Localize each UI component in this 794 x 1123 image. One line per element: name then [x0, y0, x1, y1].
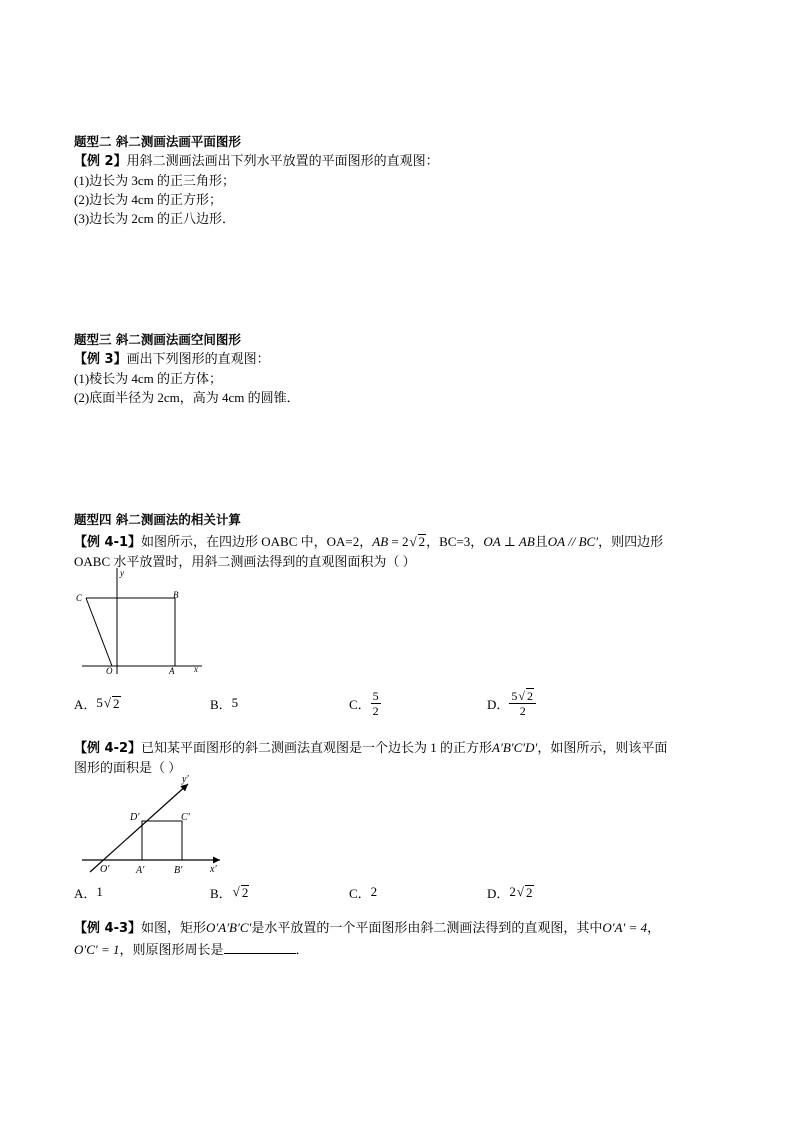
sqrt-sign: √ — [516, 884, 525, 899]
example-4-1-line1: 【例 4-1】如图所示，在四边形 OABC 中，OA=2，AB = 2√ 2，BC=3，OA ⊥ AB且OA // BC′，则四边形 — [74, 534, 664, 550]
list-item: (3)边长为 2cm 的正八边形． — [74, 211, 236, 226]
option-a[interactable]: A． 1 — [74, 884, 103, 901]
options-4-2 — [74, 880, 734, 904]
example-4-1-line2: OABC 水平放置时，用斜二测画法得到的直观图面积为（ ） — [74, 554, 416, 569]
option-b[interactable]: B． 5 — [210, 695, 239, 712]
example-4-2-line1: 【例 4-2】已知某平面图形的斜二测画法直观图是一个边长为 1 的正方形A′B′C′D′，如图所示，则该平面 — [74, 740, 668, 756]
example-3-question: 【例 3】画出下列图形的直观图： — [74, 351, 270, 367]
option-a[interactable]: A． 5 √ 2 — [74, 695, 120, 712]
point-label-d: D′ — [130, 812, 140, 823]
option-c[interactable]: C． 2 — [349, 884, 378, 901]
point-label-a: A — [169, 666, 175, 676]
option-d[interactable]: D． 2 √ 2 — [487, 884, 533, 901]
axis-label-x: x — [194, 664, 198, 674]
answer-blank[interactable] — [224, 941, 296, 954]
sqrt-sign: √ — [103, 695, 112, 710]
axis-label-x: x′ — [210, 864, 217, 875]
list-item: (1)棱长为 4cm 的正方体； — [74, 371, 223, 386]
y-axis — [90, 784, 188, 872]
sqrt-sign: √ — [518, 689, 525, 703]
sqrt-sign: √ — [232, 884, 240, 899]
example-4-2 — [74, 738, 734, 777]
list-item: (1)边长为 3cm 的正三角形； — [74, 173, 236, 188]
section-3 — [74, 330, 734, 407]
example-4-3-line2: O′C′ = 1，则原图形周长是 ． — [74, 942, 309, 957]
point-label-o: O — [106, 666, 113, 676]
axis-label-y: y′ — [182, 774, 189, 785]
example-4-3 — [74, 918, 734, 959]
square-abcd — [142, 821, 182, 860]
example-2-question: 【例 2】用斜二测画法画出下列水平放置的平面图形的直观图： — [74, 153, 439, 169]
section-4-title: 题型四 斜二测画法的相关计算 — [74, 512, 241, 527]
option-d[interactable]: D． $\frac{5√ 2}{2}$ — [487, 688, 536, 718]
edge-oc — [86, 598, 112, 666]
section-2 — [74, 132, 734, 228]
figure-4-2 — [78, 774, 228, 878]
point-label-b: B — [173, 590, 179, 600]
fraction: $\frac{5√ 2}{2}$ — [509, 688, 536, 718]
list-item: (2)底面半径为 2cm，高为 4cm 的圆锥． — [74, 390, 300, 405]
list-item: (2)边长为 4cm 的正方形； — [74, 192, 223, 207]
fraction: $\frac{5}{2}$ — [372, 688, 379, 718]
point-label-c: C — [76, 593, 83, 603]
point-label-a: A′ — [136, 865, 145, 876]
section-2-title: 题型二 斜二测画法画平面图形 — [74, 134, 241, 149]
point-label-b: B′ — [174, 865, 183, 876]
option-b[interactable]: B． √ 2 — [210, 884, 249, 901]
sqrt-expression: 2 — [418, 534, 426, 549]
example-4-2-line2: 图形的面积是（ ） — [74, 760, 182, 775]
sqrt-sign: √ — [409, 534, 417, 549]
options-4-1 — [74, 688, 734, 718]
axis-label-y: y — [120, 568, 124, 578]
point-label-o: O′ — [100, 864, 110, 875]
point-label-c: C′ — [181, 812, 190, 823]
figure-4-1 — [72, 566, 212, 678]
option-c[interactable]: C． $\frac{5}{2}$ — [349, 688, 379, 718]
section-3-title: 题型三 斜二测画法画空间图形 — [74, 332, 241, 347]
example-4-3-line1: 【例 4-3】如图，矩形O′A′B′C′是水平放置的一个平面图形由斜二测画法得到的直观图，其中O′A′ = 4， — [74, 920, 661, 936]
section-4 — [74, 510, 734, 571]
